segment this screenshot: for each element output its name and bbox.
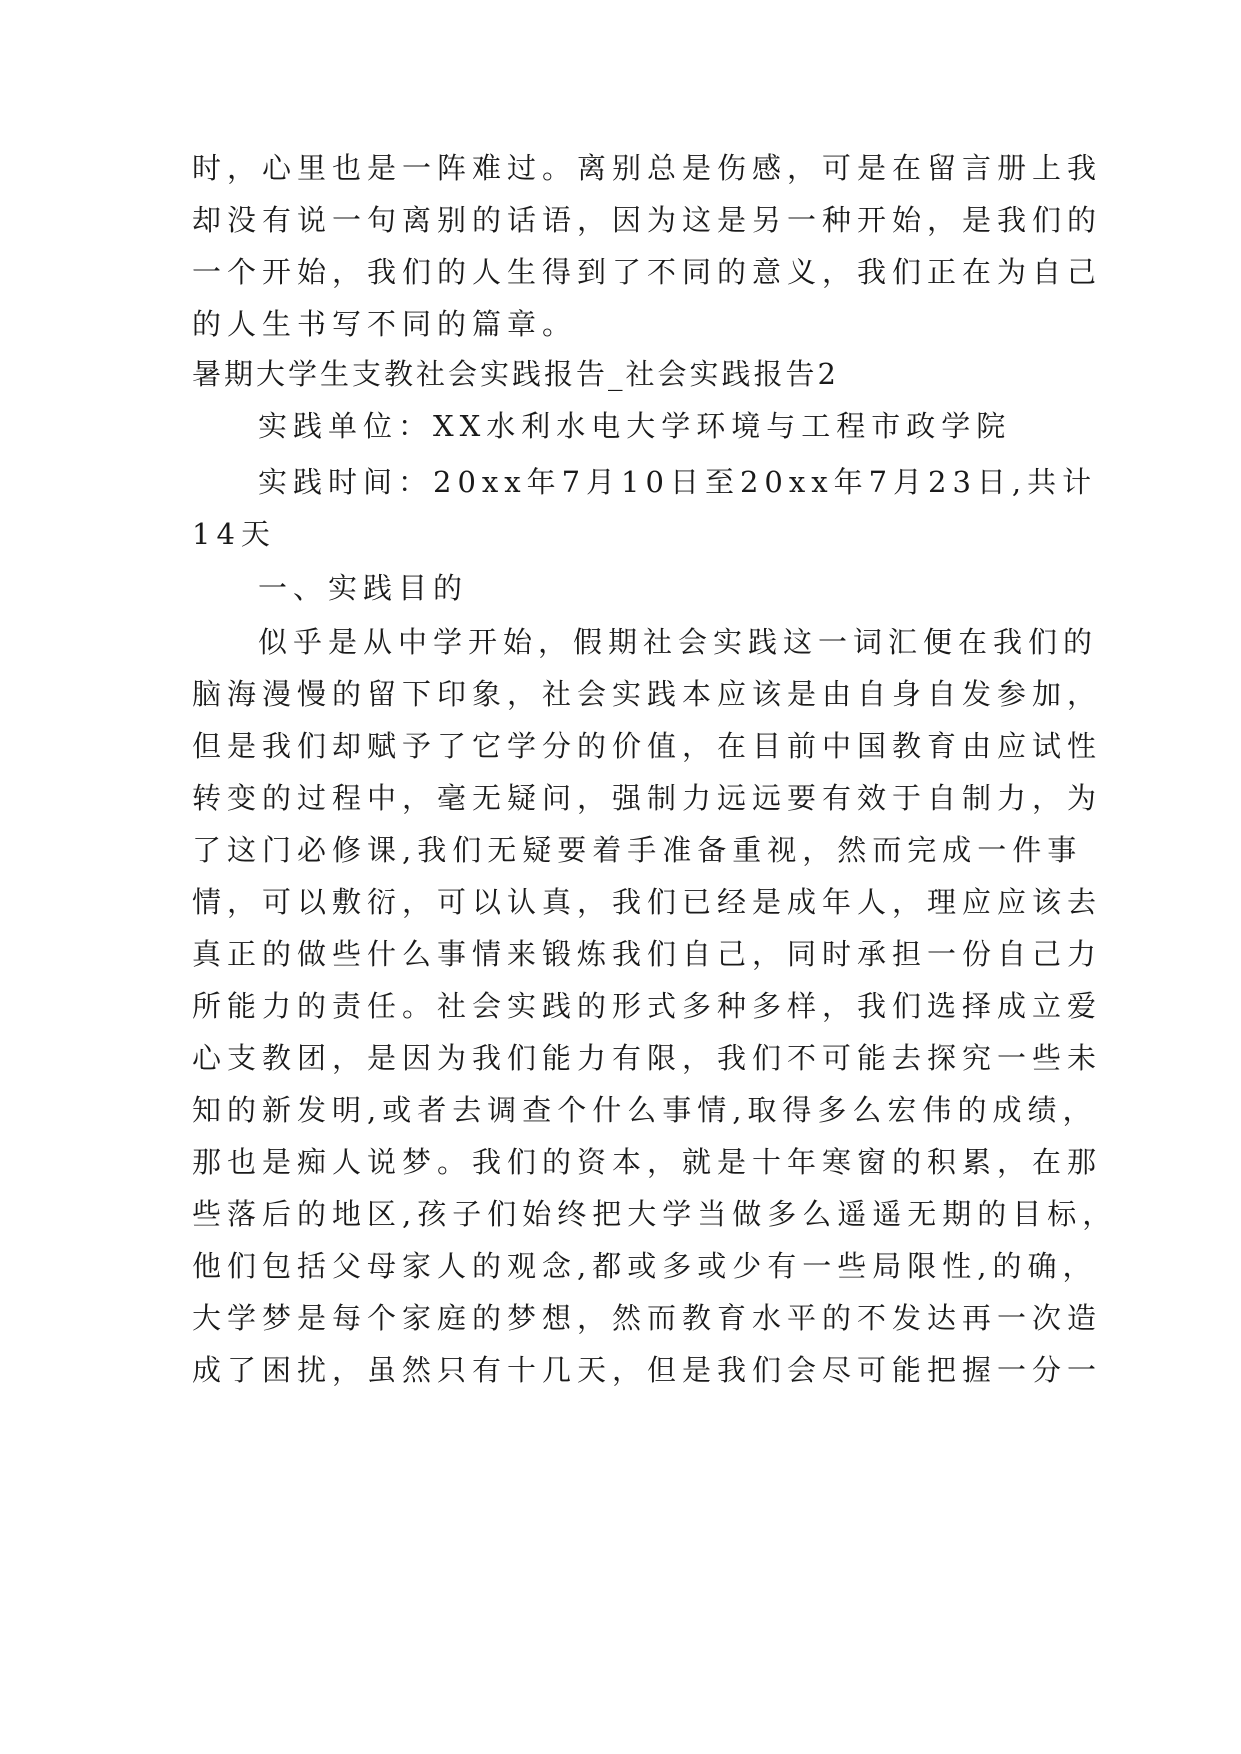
paragraph-line: 他们包括父母家人的观念,都或多或少有一些局限性,的确， (192, 1249, 1098, 1283)
paragraph-line: 却没有说一句离别的话语，因为这是另一种开始，是我们的 (192, 203, 1103, 237)
paragraph-line: 心支教团，是因为我们能力有限，我们不可能去探究一些未 (192, 1041, 1103, 1075)
paragraph-line: 大学梦是每个家庭的梦想，然而教育水平的不发达再一次造 (192, 1301, 1103, 1335)
paragraph-line: 些落后的地区,孩子们始终把大学当做多么遥遥无期的目标， (192, 1197, 1118, 1231)
section-heading: 一、实践目的 (258, 571, 469, 605)
paragraph-line: 成了困扰，虽然只有十几天，但是我们会尽可能把握一分一 (192, 1353, 1103, 1387)
report-title: 暑期大学生支教社会实践报告_社会实践报告2 (192, 357, 839, 391)
paragraph-line: 了这门必修课,我们无疑要着手准备重视，然而完成一件事 (192, 833, 1083, 867)
paragraph-line: 但是我们却赋予了它学分的价值，在目前中国教育由应试性 (192, 729, 1103, 763)
paragraph-line: 时，心里也是一阵难过。离别总是伤感，可是在留言册上我 (192, 151, 1103, 185)
paragraph-line: 情，可以敷衍，可以认真，我们已经是成年人，理应应该去 (192, 885, 1103, 919)
paragraph-line: 脑海漫慢的留下印象，社会实践本应该是由自身自发参加， (192, 677, 1103, 711)
paragraph-line: 知的新发明,或者去调查个什么事情,取得多么宏伟的成绩， (192, 1093, 1098, 1127)
paragraph-line: 那也是痴人说梦。我们的资本，就是十年寒窗的积累，在那 (192, 1145, 1103, 1179)
practice-unit: 实践单位：XX水利水电大学环境与工程市政学院 (258, 409, 1012, 443)
paragraph-line: 真正的做些什么事情来锻炼我们自己，同时承担一份自己力 (192, 937, 1103, 971)
paragraph-line: 似乎是从中学开始，假期社会实践这一词汇便在我们的 (258, 625, 1099, 659)
paragraph-line: 所能力的责任。社会实践的形式多种多样，我们选择成立爱 (192, 989, 1103, 1023)
practice-time-continued: 14天 (192, 517, 276, 551)
paragraph-line: 的人生书写不同的篇章。 (192, 307, 578, 341)
paragraph-line: 转变的过程中，毫无疑问，强制力远远要有效于自制力，为 (192, 781, 1103, 815)
practice-time: 实践时间：20xx年7月10日至20xx年7月23日,共计 (258, 465, 1098, 499)
paragraph-line: 一个开始，我们的人生得到了不同的意义，我们正在为自己 (192, 255, 1103, 289)
